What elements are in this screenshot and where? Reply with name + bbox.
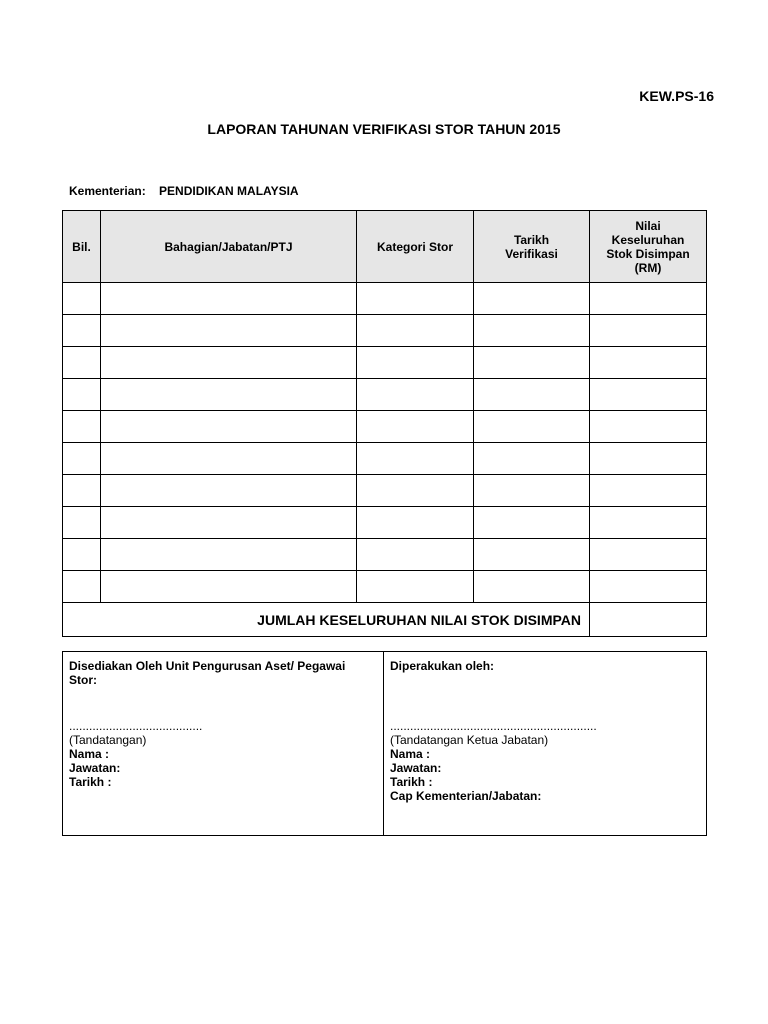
header-nilai-line: Stok Disimpan — [606, 246, 690, 261]
header-bil: Bil. — [63, 211, 101, 283]
cell-bil[interactable] — [63, 539, 101, 571]
ministry-label: Kementerian: — [69, 184, 146, 198]
nama-field: Nama : — [390, 747, 431, 761]
cell-bil[interactable] — [63, 379, 101, 411]
form-code: KEW.PS-16 — [639, 88, 714, 104]
header-tarikh-line: Verifikasi — [505, 246, 558, 261]
jawatan-field: Jawatan: — [390, 761, 442, 775]
cell-bil[interactable] — [63, 315, 101, 347]
cell-nilai[interactable] — [590, 379, 707, 411]
ministry-line — [69, 184, 299, 198]
table-row — [63, 411, 707, 443]
cell-tarikh[interactable] — [474, 571, 590, 603]
cell-tarikh[interactable] — [474, 315, 590, 347]
cell-tarikh[interactable] — [474, 507, 590, 539]
table-row — [63, 539, 707, 571]
tarikh-field: Tarikh : — [69, 775, 112, 789]
cell-kategori[interactable] — [357, 443, 474, 475]
ministry-value: PENDIDIKAN MALAYSIA — [159, 184, 299, 198]
cell-kategori[interactable] — [357, 539, 474, 571]
verification-table — [62, 210, 707, 637]
header-kategori: Kategori Stor — [357, 211, 474, 283]
table-row — [63, 475, 707, 507]
cell-bil[interactable] — [63, 443, 101, 475]
cell-nilai[interactable] — [590, 347, 707, 379]
total-value-cell[interactable] — [590, 603, 707, 637]
cell-bahagian[interactable] — [101, 411, 357, 443]
header-nilai-line: Nilai — [635, 218, 661, 233]
header-bahagian: Bahagian/Jabatan/PTJ — [101, 211, 357, 283]
cell-bil[interactable] — [63, 507, 101, 539]
cell-kategori[interactable] — [357, 411, 474, 443]
signature-dotted-line[interactable]: .............................................................. — [390, 719, 597, 733]
cell-bahagian[interactable] — [101, 507, 357, 539]
signature-table — [62, 651, 707, 836]
cell-nilai[interactable] — [590, 283, 707, 315]
table-row — [63, 571, 707, 603]
cell-bahagian[interactable] — [101, 379, 357, 411]
tarikh-field: Tarikh : — [390, 775, 433, 789]
signature-label: (Tandatangan) — [69, 733, 147, 747]
table-row — [63, 315, 707, 347]
cell-nilai[interactable] — [590, 411, 707, 443]
cell-bahagian[interactable] — [101, 443, 357, 475]
cell-nilai[interactable] — [590, 571, 707, 603]
table-row — [63, 283, 707, 315]
header-nilai-line: Keseluruhan — [611, 232, 685, 247]
cell-nilai[interactable] — [590, 539, 707, 571]
cell-kategori[interactable] — [357, 315, 474, 347]
header-tarikh — [474, 211, 590, 283]
jawatan-field: Jawatan: — [69, 761, 121, 775]
cell-bil[interactable] — [63, 411, 101, 443]
header-nilai-line: (RM) — [634, 260, 662, 275]
cell-bahagian[interactable] — [101, 475, 357, 507]
cell-kategori[interactable] — [357, 571, 474, 603]
cell-nilai[interactable] — [590, 507, 707, 539]
table-row — [63, 347, 707, 379]
cell-bil[interactable] — [63, 475, 101, 507]
cell-kategori[interactable] — [357, 475, 474, 507]
certified-by-heading: Diperakukan oleh: — [390, 659, 495, 673]
cell-tarikh[interactable] — [474, 283, 590, 315]
cell-tarikh[interactable] — [474, 411, 590, 443]
header-tarikh-line: Tarikh — [513, 232, 550, 247]
cell-bahagian[interactable] — [101, 315, 357, 347]
cell-tarikh[interactable] — [474, 539, 590, 571]
cap-field: Cap Kementerian/Jabatan: — [390, 789, 542, 803]
cell-bil[interactable] — [63, 347, 101, 379]
cell-bahagian[interactable] — [101, 571, 357, 603]
cell-nilai[interactable] — [590, 315, 707, 347]
page-title: LAPORAN TAHUNAN VERIFIKASI STOR TAHUN 2015 — [207, 121, 561, 137]
cell-tarikh[interactable] — [474, 475, 590, 507]
cell-kategori[interactable] — [357, 379, 474, 411]
prepared-by-heading: Stor: — [69, 673, 97, 687]
certified-by-cell — [384, 652, 707, 836]
table-row — [63, 379, 707, 411]
prepared-by-cell — [63, 652, 384, 836]
cell-nilai[interactable] — [590, 443, 707, 475]
cell-bahagian[interactable] — [101, 283, 357, 315]
cell-kategori[interactable] — [357, 283, 474, 315]
header-nilai — [590, 211, 707, 283]
cell-bil[interactable] — [63, 571, 101, 603]
table-row — [63, 507, 707, 539]
total-label: JUMLAH KESELURUHAN NILAI STOK DISIMPAN — [63, 603, 590, 637]
table-body — [63, 283, 707, 603]
nama-field: Nama : — [69, 747, 110, 761]
cell-bahagian[interactable] — [101, 347, 357, 379]
prepared-by-heading: Disediakan Oleh Unit Pengurusan Aset/ Pegawai — [69, 659, 346, 673]
cell-tarikh[interactable] — [474, 443, 590, 475]
cell-kategori[interactable] — [357, 347, 474, 379]
cell-tarikh[interactable] — [474, 347, 590, 379]
cell-kategori[interactable] — [357, 507, 474, 539]
table-row — [63, 443, 707, 475]
signature-label: (Tandatangan Ketua Jabatan) — [390, 733, 549, 747]
cell-nilai[interactable] — [590, 475, 707, 507]
table-header-row — [63, 211, 707, 283]
cell-bil[interactable] — [63, 283, 101, 315]
total-row — [63, 603, 707, 637]
cell-bahagian[interactable] — [101, 539, 357, 571]
signature-dotted-line[interactable]: ........................................ — [69, 719, 203, 733]
cell-tarikh[interactable] — [474, 379, 590, 411]
